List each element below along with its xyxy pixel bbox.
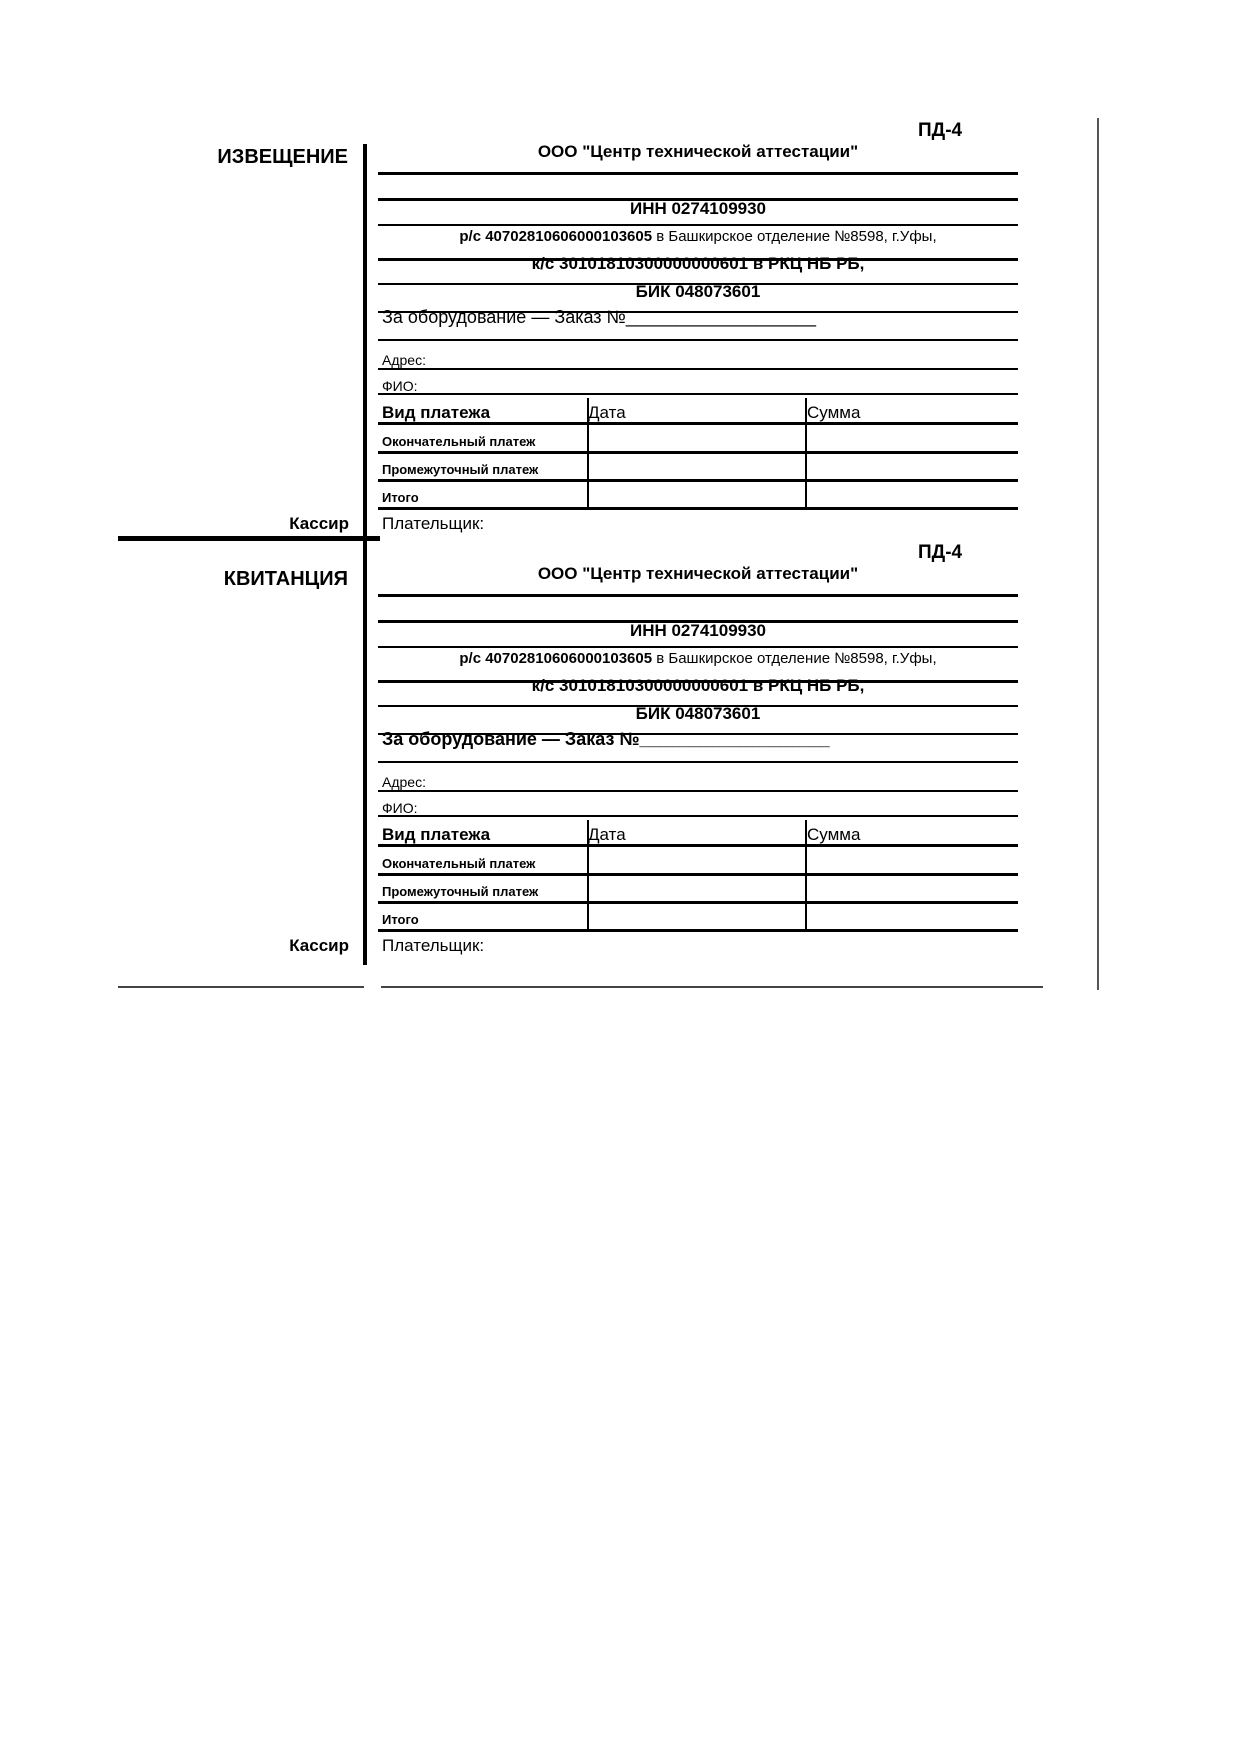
col-header-sum: Сумма — [807, 825, 861, 844]
account-line — [378, 228, 1018, 245]
corr-account: к/с 30101810300000000601 в РКЦ НБ РБ, — [531, 676, 865, 695]
fio-label: ФИО: — [382, 800, 418, 816]
address-label: Адрес: — [382, 774, 426, 790]
col-header-type: Вид платежа — [382, 825, 491, 844]
account-bank: в Башкирское отделение №8598, г.Уфы, — [652, 650, 937, 667]
address-label: Адрес: — [382, 352, 426, 368]
recipient-name: ООО "Центр технической аттестации" — [537, 142, 859, 161]
rule — [378, 844, 1018, 847]
rule — [378, 368, 1018, 370]
rule — [378, 873, 1018, 876]
row-total: Итого — [382, 490, 419, 505]
rule — [378, 594, 1018, 597]
rule — [378, 929, 1018, 932]
col-header-date: Дата — [588, 825, 626, 844]
row-final-payment: Окончательный платеж — [382, 856, 536, 871]
rule — [378, 761, 1018, 763]
inn: ИНН 0274109930 — [629, 199, 767, 218]
row-intermediate-payment: Промежуточный платеж — [382, 462, 539, 477]
account-number: р/с 40702810606000103605 — [459, 228, 653, 245]
account-bank: в Башкирское отделение №8598, г.Уфы, — [652, 228, 937, 245]
table-column-divider — [587, 398, 589, 507]
rule — [378, 479, 1018, 482]
row-total: Итого — [382, 912, 419, 927]
account-number: р/с 40702810606000103605 — [459, 650, 653, 667]
payer-label: Плательщик: — [382, 936, 485, 955]
cashier-label: Кассир — [289, 936, 349, 955]
rule — [378, 422, 1018, 425]
cut-line-right — [381, 986, 1043, 988]
side-title: ИЗВЕЩЕНИЕ — [217, 146, 348, 168]
rule — [378, 507, 1018, 510]
rule — [378, 790, 1018, 792]
rule — [378, 815, 1018, 817]
rule — [378, 451, 1018, 454]
cashier-label: Кассир — [289, 514, 349, 533]
fio-label: ФИО: — [382, 378, 418, 394]
inn: ИНН 0274109930 — [629, 621, 767, 640]
rule — [378, 646, 1018, 648]
payment-purpose: За оборудование — Заказ №___________________ — [382, 729, 830, 749]
notice-section — [0, 120, 1240, 540]
recipient-name: ООО "Центр технической аттестации" — [537, 564, 859, 583]
form-code: ПД-4 — [918, 120, 963, 141]
receipt-section — [0, 542, 1240, 962]
bik: БИК 048073601 — [635, 704, 761, 723]
table-column-divider — [587, 820, 589, 929]
table-column-divider — [805, 820, 807, 929]
col-header-date: Дата — [588, 403, 626, 422]
rule — [378, 172, 1018, 175]
side-title: КВИТАНЦИЯ — [223, 568, 348, 590]
rule — [378, 224, 1018, 226]
bik: БИК 048073601 — [635, 282, 761, 301]
rule — [378, 393, 1018, 395]
payment-purpose: За оборудование — Заказ №___________________ — [382, 307, 817, 327]
rule — [378, 339, 1018, 341]
row-intermediate-payment: Промежуточный платеж — [382, 884, 539, 899]
row-final-payment: Окончательный платеж — [382, 434, 536, 449]
table-column-divider — [805, 398, 807, 507]
col-header-sum: Сумма — [807, 403, 861, 422]
corr-account: к/с 30101810300000000601 в РКЦ НБ РБ, — [531, 254, 865, 273]
col-header-type: Вид платежа — [382, 403, 491, 422]
cut-line-left — [118, 986, 364, 988]
payer-label: Плательщик: — [382, 514, 485, 533]
form-code: ПД-4 — [918, 542, 963, 563]
rule — [378, 901, 1018, 904]
account-line — [378, 650, 1018, 667]
